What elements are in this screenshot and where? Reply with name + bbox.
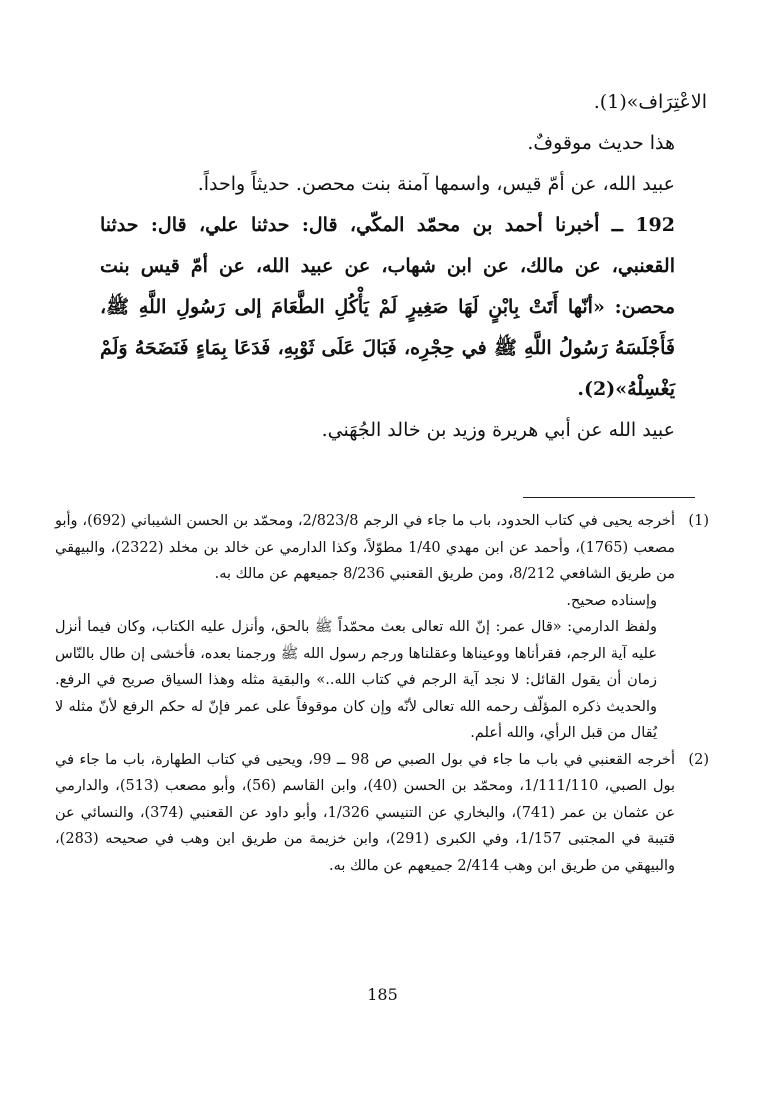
main-text	[100, 82, 707, 451]
footnote-paragraph: ولفظ الدارمي: «قال عمر: إنّ الله تعالى بعث محمّداً ﷺ بالحق، وأنزل عليه الكتاب، وكان فيما أنزل عليه آية الرجم، فقرأناها ووعيناها وعقلناها ورجم رسول الله ﷺ ورجمنا بعده، فأخشى إن طال بالنّاس زمان أن يقول القائل: لا نجد آية الرجم في كتاب الله..» والبقية مثله وهذا السياق صريح في الرفع. والحديث ذكره المؤلّف رحمه الله تعالى لأنّه وإن كان موقوفاً على عمر فإنّ له حكم الرفع لأنّ مثله لا يُقال من قبل الرأي، والله أعلم.	[55, 619, 657, 741]
footnote-separator	[523, 497, 695, 498]
footnote-1	[55, 508, 709, 747]
hadith-grade: هذا حديث موقوفٌ.	[527, 132, 675, 154]
footnotes	[55, 508, 709, 879]
footnote-paragraph: أخرجه القعنبي في باب ما جاء في بول الصبي ص 98 ــ 99، ويحيى في كتاب الطهارة، باب ما جاء في بول الصبي، 1/111/110، ومحمّد بن الحسن (40)، وابن القاسم (56)، وأبو مصعب (513)، والدارمي عن عثمان بن عمر (741)، والبخاري عن التنيسي 1/326، وأبو داود عن القعنبي (374)، والنسائي عن قتيبة في المجتبى 1/157، وفي الكبرى (291)، وابن خزيمة من طريق ابن وهب في صحيحه (283)، والبيهقي من طريق ابن وهب 2/414 جميعهم عن مالك به.	[55, 751, 676, 874]
footnote-paragraph: وإسناده صحيح.	[566, 592, 657, 609]
hadith-ending: الاعْتِرَاف»(1).	[593, 91, 707, 113]
footnote-body	[55, 747, 675, 880]
narrator-heading-umm-qays: عبيد الله، عن أمّ قيس، واسمها آمنة بنت محصن. حديثاً واحداً.	[197, 173, 675, 195]
footnote-number: (1)	[688, 513, 709, 529]
footnote-number: (2)	[688, 751, 709, 768]
page-number: 185	[367, 985, 398, 1004]
narrator-heading-abu-hurayra: عبيد الله عن أبي هريرة وزيد بن خالد الجُهَني.	[321, 419, 675, 441]
footnote-paragraph: أخرجه يحيى في كتاب الحدود، باب ما جاء في الرجم 2/823/8، ومحمّد بن الحسن الشيباني (692)، وأبو مصعب (1765)، وأحمد عن ابن مهدي 1/40 مطوّلاً، وكذا الدارمي عن خالد بن مخلد (2322)، والبيهقي من طريق الشافعي 8/212، ومن طريق القعنبي 8/236 جميعهم عن مالك به.	[55, 513, 676, 582]
footnote-body	[55, 508, 675, 747]
footnote-2	[55, 747, 709, 880]
hadith-192: 192 ــ أخبرنا أحمد بن محمّد المكّي، قال: حدثنا علي، قال: حدثنا القعنبي، عن مالك، عن ابن شهاب، عن عبيد الله، عن أمّ قيس بنت محصن: «أنّها أَتَتْ بِابْنٍ لَهَا صَغِيرٍ لَمْ يَأْكُلِ الطَّعَامَ إلى رَسُولِ اللَّهِ ﷺ، فَأَجْلَسَهُ رَسُولُ اللَّهِ ﷺ في حِجْرِه، فَبَالَ عَلَى ثَوْبِهِ، فَدَعَا بِمَاءٍ فَنَضَحَهُ وَلَمْ يَغْسِلْهُ»(2).	[100, 214, 675, 400]
